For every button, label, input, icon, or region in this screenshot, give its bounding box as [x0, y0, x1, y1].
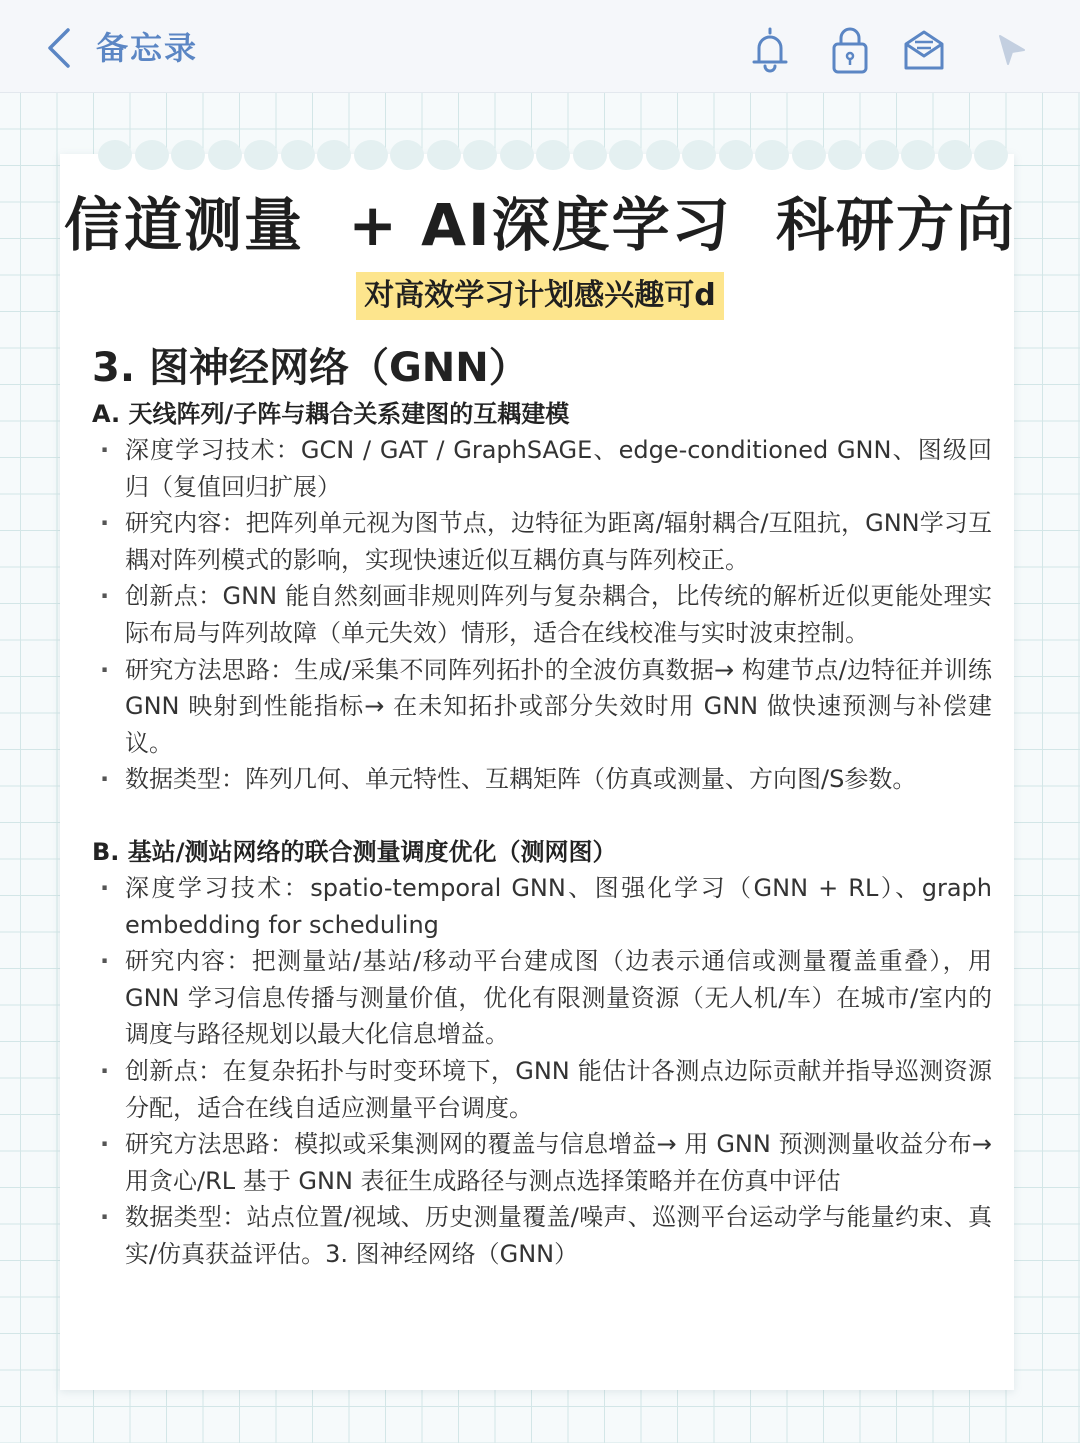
paper-hole [573, 140, 607, 170]
paper-hole [828, 140, 862, 170]
paper-hole [901, 140, 935, 170]
paper-hole [354, 140, 388, 170]
subsection-a-heading: A. 天线阵列/子阵与耦合关系建图的互耦建模 [92, 400, 570, 428]
paper-hole [646, 140, 680, 170]
paper-hole [792, 140, 826, 170]
list-item: · 创新点：GNN 能自然刻画非规则阵列与复杂耦合，比传统的解析近似更能处理实际布局与阵列故障（单元失效）情形，适合在线校准与实时波束控制。 [96, 578, 992, 651]
paper-hole [463, 140, 497, 170]
mail-icon[interactable] [902, 24, 946, 76]
paper-holes [60, 140, 1014, 170]
list-item: · 深度学习技术：spatio-temporal GNN、图强化学习（GNN + RL）、graph embedding for scheduling [96, 870, 992, 943]
paper-hole [938, 140, 972, 170]
lock-icon[interactable] [828, 24, 872, 76]
paper-hole [719, 140, 753, 170]
top-bar [0, 0, 1080, 93]
subsection-a-bullets [96, 432, 992, 798]
highlight-subtitle: 对高效学习计划感兴趣可d [356, 272, 723, 320]
list-item: · 数据类型：阵列几何、单元特性、互耦矩阵（仿真或测量、方向图/S参数。 [96, 761, 992, 798]
subsection-b-bullets [96, 870, 992, 1273]
list-item: · 研究内容：把阵列单元视为图节点，边特征为距离/辐射耦合/互阻抗，GNN学习互耦对阵列模式的影响，实现快速近似互耦仿真与阵列校正。 [96, 505, 992, 578]
list-item: · 研究方法思路：模拟或采集测网的覆盖与信息增益→ 用 GNN 预测测量收益分布→ 用贪心/RL 基于 GNN 表征生成路径与测点选择策略并在仿真中评估 [96, 1126, 992, 1199]
list-item: · 深度学习技术：GCN / GAT / GraphSAGE、edge-conditioned GNN、图级回归（复值回归扩展） [96, 432, 992, 505]
paper-hole [865, 140, 899, 170]
paper-hole [974, 140, 1008, 170]
paper-hole [390, 140, 424, 170]
list-item: · 研究方法思路：生成/采集不同阵列拓扑的全波仿真数据→ 构建节点/边特征并训练 GNN 映射到性能指标→ 在未知拓扑或部分失效时用 GNN 做快速预测与补偿建议。 [96, 652, 992, 762]
section-heading: 3. 图神经网络（GNN） [92, 345, 529, 391]
paper-hole [171, 140, 205, 170]
paper-hole [536, 140, 570, 170]
send-icon[interactable] [994, 24, 1030, 76]
bell-icon[interactable] [748, 24, 792, 76]
chevron-left-icon[interactable] [44, 26, 76, 70]
paper-hole [609, 140, 643, 170]
paper-hole [682, 140, 716, 170]
paper-hole [244, 140, 278, 170]
list-item: · 研究内容：把测量站/基站/移动平台建成图（边表示通信或测量覆盖重叠），用 GNN 学习信息传播与测量价值，优化有限测量资源（无人机/车）在城市/室内的调度与路径规划以最大化信息增益。 [96, 943, 992, 1053]
paper-hole [135, 140, 169, 170]
subsection-b-heading: B. 基站/测站网络的联合测量调度优化（测网图） [92, 838, 617, 866]
paper-hole [427, 140, 461, 170]
list-item: · 数据类型：站点位置/视域、历史测量覆盖/噪声、巡测平台运动学与能量约束、真实/仿真获益评估。3. 图神经网络（GNN） [96, 1199, 992, 1272]
app-title[interactable]: 备忘录 [96, 29, 199, 67]
paper-hole [98, 140, 132, 170]
paper-hole [281, 140, 315, 170]
paper-hole [317, 140, 351, 170]
subtitle-wrap [0, 272, 1080, 320]
list-item: · 创新点：在复杂拓扑与时变环境下，GNN 能估计各测点边际贡献并指导巡测资源分配，适合在线自适应测量平台调度。 [96, 1053, 992, 1126]
paper-hole [500, 140, 534, 170]
paper-hole [208, 140, 242, 170]
paper-hole [755, 140, 789, 170]
note-title: 信道测量 + AI深度学习 科研方向 [63, 191, 1017, 259]
